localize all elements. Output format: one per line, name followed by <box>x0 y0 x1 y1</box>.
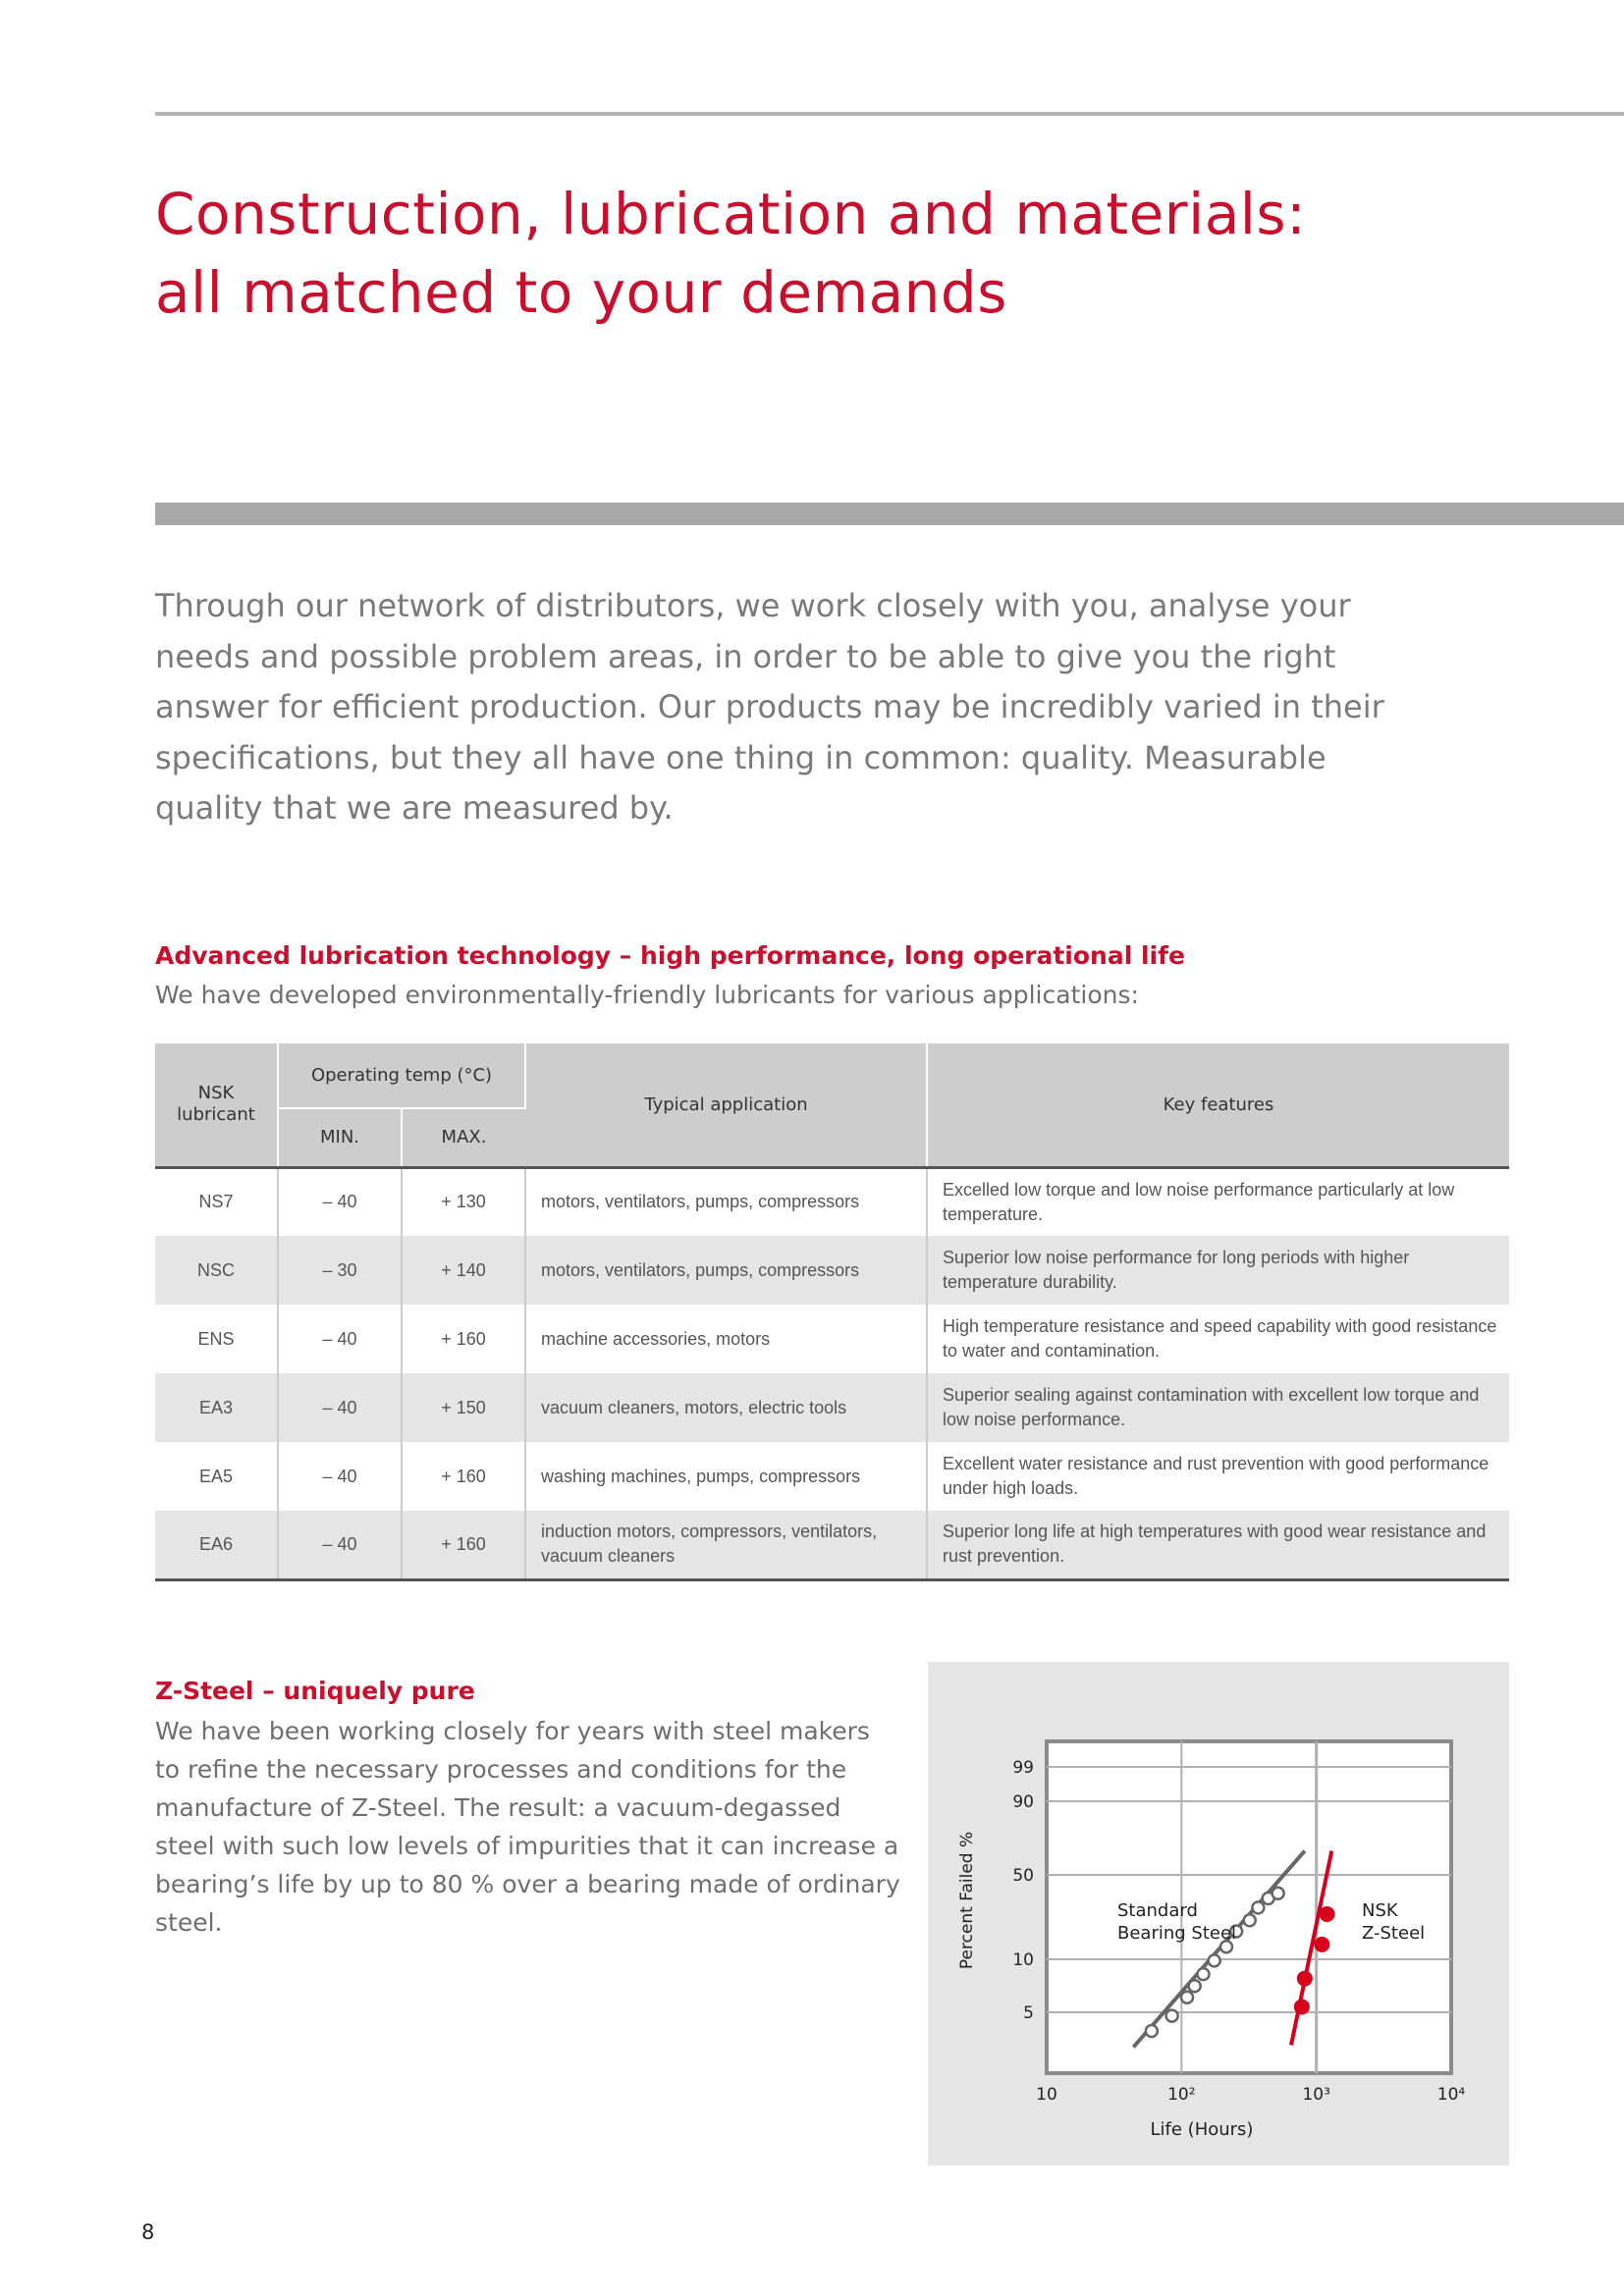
cell-lubricant: NS7 <box>155 1167 278 1236</box>
table-row <box>155 1305 1509 1373</box>
cell-lubricant: ENS <box>155 1305 278 1373</box>
cell-lubricant: NSC <box>155 1236 278 1305</box>
standard-steel-point <box>1209 1954 1220 1966</box>
weibull-chart <box>928 1662 1509 2165</box>
weibull-chart-panel <box>928 1662 1509 2165</box>
cell-max: + 160 <box>402 1305 525 1373</box>
standard-steel-point <box>1197 1968 1209 1980</box>
y-tick-label: 5 <box>1023 2003 1034 2023</box>
cell-lubricant: EA6 <box>155 1511 278 1579</box>
cell-min: – 40 <box>278 1511 402 1579</box>
standard-steel-point <box>1189 1980 1201 1992</box>
page-title-line-2: all matched to your demands <box>155 259 1007 326</box>
table-row <box>155 1442 1509 1511</box>
section-divider-bar <box>155 503 1624 525</box>
cell-min: – 40 <box>278 1167 402 1236</box>
zsteel-heading: Z-Steel – uniquely pure <box>155 1677 475 1705</box>
intro-paragraph: Through our network of distributors, we work closely with you, analyse your needs and possible problem areas, in order to be able to give you the right answer for efficient production. Our products may be incredibly varied in their specifications, but they all have one thing in common: quality. Measurable quality that we are measured by. <box>155 587 1384 827</box>
cell-application: motors, ventilators, pumps, compressors <box>525 1167 927 1236</box>
cell-min: – 30 <box>278 1236 402 1305</box>
standard-steel-point <box>1244 1914 1256 1926</box>
nsk-zsteel-point <box>1294 1999 1310 2014</box>
nsk-zsteel-label-line-2: Z-Steel <box>1362 1923 1426 1944</box>
y-tick-label: 50 <box>1012 1866 1034 1886</box>
cell-min: – 40 <box>278 1442 402 1511</box>
cell-application: machine accessories, motors <box>525 1305 927 1373</box>
cell-min: – 40 <box>278 1305 402 1373</box>
cell-max: + 140 <box>402 1236 525 1305</box>
lubricant-table <box>155 1043 1509 1581</box>
standard-steel-point <box>1181 1992 1193 2003</box>
cell-features: Superior low noise performance for long periods with higher temperature durability. <box>927 1236 1509 1305</box>
zsteel-body: We have been working closely for years with steel makers to refine the necessary processes and conditions for the manufacture of Z-Steel. The result: a vacuum-degassed steel with such low levels of impurities that it can increase a bearing’s life by up to 80 % over a bearing made of ordinary steel. <box>155 1717 900 1937</box>
x-tick-label: 10⁴ <box>1436 2085 1466 2105</box>
cell-max: + 130 <box>402 1167 525 1236</box>
standard-steel-label-line-2: Bearing Steel <box>1117 1923 1237 1944</box>
cell-features: High temperature resistance and speed capability with good resistance to water and contamination. <box>943 1316 1497 1361</box>
x-tick-label: 10² <box>1167 2085 1196 2105</box>
x-tick-label: 10 <box>1036 2085 1057 2105</box>
table-row <box>155 1236 1509 1305</box>
cell-max: + 160 <box>402 1442 525 1511</box>
cell-application: induction motors, compressors, ventilators, vacuum cleaners <box>525 1511 927 1579</box>
page-title-line-1: Construction, lubrication and materials: <box>155 181 1307 247</box>
cell-application: washing machines, pumps, compressors <box>525 1442 927 1511</box>
nsk-zsteel-point <box>1297 1971 1313 1987</box>
cell-application: vacuum cleaners, motors, electric tools <box>525 1373 927 1442</box>
y-tick-label: 90 <box>1012 1792 1034 1812</box>
cell-max: + 150 <box>402 1373 525 1442</box>
col-header-features: Key features <box>927 1043 1509 1167</box>
lubrication-heading: Advanced lubrication technology – high performance, long operational life <box>155 941 1185 970</box>
col-header-operating-temp: Operating temp (°C) <box>278 1043 525 1108</box>
cell-features: Superior long life at high temperatures with good wear resistance and rust prevention. <box>927 1511 1509 1579</box>
col-header-min: MIN. <box>278 1108 402 1167</box>
cell-min: – 40 <box>278 1373 402 1442</box>
y-tick-label: 10 <box>1012 1950 1034 1970</box>
lubrication-subheading: We have developed environmentally-friendly lubricants for various applications: <box>155 981 1139 1009</box>
col-header-lubricant: NSK lubricant <box>155 1043 278 1167</box>
col-header-application: Typical application <box>525 1043 927 1167</box>
standard-steel-point <box>1272 1888 1284 1899</box>
table-row <box>155 1167 1509 1236</box>
nsk-zsteel-point <box>1320 1906 1335 1922</box>
page-number: 8 <box>141 2220 155 2244</box>
cell-application: motors, ventilators, pumps, compressors <box>525 1236 927 1305</box>
x-axis-label: Life (Hours) <box>1150 2119 1254 2140</box>
x-tick-label: 10³ <box>1302 2085 1330 2105</box>
y-tick-label: 99 <box>1012 1758 1034 1778</box>
standard-steel-point <box>1166 2010 1178 2022</box>
col-header-max: MAX. <box>402 1108 525 1167</box>
page-title <box>155 175 1432 332</box>
table-row <box>155 1511 1509 1579</box>
standard-steel-label-line-1: Standard <box>1117 1900 1198 1921</box>
y-axis-label: Percent Failed % <box>957 1831 977 1970</box>
standard-steel-point <box>1252 1901 1264 1913</box>
standard-steel-point <box>1146 2025 1158 2037</box>
cell-features: Excellent water resistance and rust prevention with good performance under high loads. <box>943 1454 1489 1498</box>
table-row <box>155 1373 1509 1442</box>
nsk-zsteel-point <box>1314 1937 1329 1952</box>
top-rule <box>155 112 1624 116</box>
cell-features: Excelled low torque and low noise performance particularly at low temperature. <box>943 1179 1455 1224</box>
cell-lubricant: EA3 <box>155 1373 278 1442</box>
cell-lubricant: EA5 <box>155 1442 278 1511</box>
cell-max: + 160 <box>402 1511 525 1579</box>
nsk-zsteel-label-line-1: NSK <box>1362 1900 1398 1921</box>
cell-features: Superior sealing against contamination with excellent low torque and low noise performance. <box>927 1373 1509 1442</box>
